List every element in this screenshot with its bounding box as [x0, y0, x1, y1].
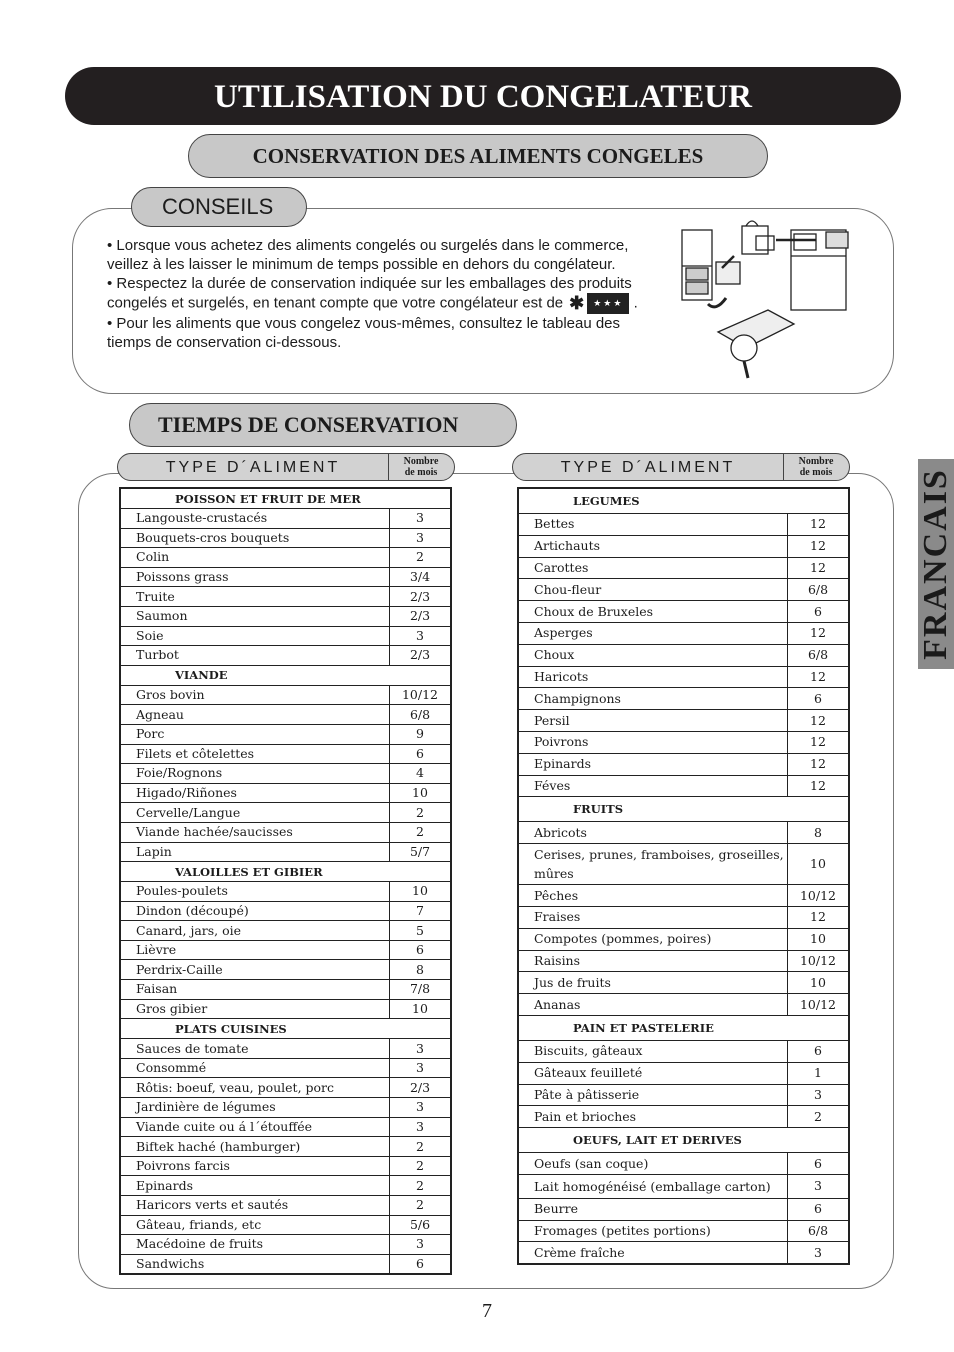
- months-value: 10: [788, 844, 850, 885]
- food-name: Pain et brioches: [518, 1106, 788, 1128]
- food-name: Féves: [518, 775, 788, 797]
- months-value: 6: [788, 1198, 850, 1220]
- months-value: 5/7: [390, 842, 452, 862]
- table-row: [120, 960, 451, 980]
- food-name: Carottes: [518, 557, 788, 579]
- table-row: [120, 822, 451, 842]
- table-row: [120, 705, 451, 725]
- months-value: 2: [390, 822, 452, 842]
- table-row: [518, 688, 849, 710]
- food-name: Epinards: [120, 1176, 390, 1196]
- food-name: Oeufs (san coque): [518, 1153, 788, 1175]
- food-name: Abricots: [518, 822, 788, 844]
- left-conservation-table: [119, 487, 452, 1275]
- table-row: [120, 940, 451, 960]
- months-value: 12: [788, 557, 850, 579]
- table-row: [120, 646, 451, 666]
- table-row: [120, 1137, 451, 1157]
- three-star-icon: ★★★: [587, 293, 629, 314]
- table-row: [518, 994, 849, 1016]
- months-value: 2: [390, 1196, 452, 1216]
- food-name: Compotes (pommes, poires): [518, 928, 788, 950]
- months-value: 8: [788, 822, 850, 844]
- food-name: Chou-fleur: [518, 579, 788, 601]
- table-row: [120, 626, 451, 646]
- table-row: [518, 972, 849, 994]
- freezer-star-rating-icon: [569, 293, 629, 314]
- table-row: [120, 587, 451, 607]
- months-value: 5/6: [390, 1215, 452, 1235]
- table-row: [120, 1098, 451, 1118]
- food-name: Lait homogénéisé (emballage carton): [518, 1174, 788, 1198]
- table-row: [518, 1084, 849, 1106]
- food-name: Faisan: [120, 980, 390, 1000]
- food-name: Pâte à pâtisserie: [518, 1084, 788, 1106]
- category-row: [120, 665, 451, 685]
- months-value: 4: [390, 764, 452, 784]
- category-label: FRUITS: [518, 797, 849, 822]
- food-name: Perdrix-Caille: [120, 960, 390, 980]
- food-name: Gros gibier: [120, 999, 390, 1019]
- table-row: [120, 1156, 451, 1176]
- months-value: 6: [788, 601, 850, 623]
- table-row: [120, 567, 451, 587]
- food-name: Gâteaux feuilleté: [518, 1062, 788, 1084]
- months-value: 2: [390, 1156, 452, 1176]
- table-row: [518, 775, 849, 797]
- food-name: Higado/Riñones: [120, 783, 390, 803]
- months-value: 2: [788, 1106, 850, 1128]
- table-row: [120, 744, 451, 764]
- food-name: Cerises, prunes, framboises, groseilles, mûres: [518, 844, 788, 885]
- months-value: 3: [390, 509, 452, 529]
- category-label: PAIN ET PASTELERIE: [518, 1015, 849, 1040]
- nombre-de-mois-label: Nombre de mois: [798, 456, 834, 478]
- months-value: 10/12: [788, 950, 850, 972]
- table-row: [120, 1176, 451, 1196]
- food-name: Macédoine de fruits: [120, 1235, 390, 1255]
- table-row: [518, 622, 849, 644]
- months-value: 2: [390, 1176, 452, 1196]
- months-value: 12: [788, 753, 850, 775]
- food-name: Haricors verts et sautés: [120, 1196, 390, 1216]
- months-value: 10/12: [788, 885, 850, 907]
- category-label: LEGUMES: [518, 488, 849, 514]
- table-row: [120, 1039, 451, 1059]
- table-row: [120, 921, 451, 941]
- months-value: 12: [788, 775, 850, 797]
- food-name: Soie: [120, 626, 390, 646]
- food-name: Filets et côtelettes: [120, 744, 390, 764]
- food-name: Cervelle/Langue: [120, 803, 390, 823]
- left-column-header: [117, 453, 455, 481]
- months-value: 6/8: [788, 579, 850, 601]
- table-row: [120, 724, 451, 744]
- months-value: 10/12: [390, 685, 452, 705]
- months-value: 6/8: [788, 1220, 850, 1242]
- table-row: [120, 1215, 451, 1235]
- category-row: [518, 1015, 849, 1040]
- table-row: [518, 514, 849, 536]
- table-row: [120, 1196, 451, 1216]
- table-row: [120, 1078, 451, 1098]
- table-row: [518, 906, 849, 928]
- food-name: Rôtis: boeuf, veau, poulet, porc: [120, 1078, 390, 1098]
- food-name: Beurre: [518, 1198, 788, 1220]
- months-value: 10/12: [788, 994, 850, 1016]
- food-name: Biftek haché (hamburger): [120, 1137, 390, 1157]
- months-value: 10: [390, 783, 452, 803]
- table-row: [518, 885, 849, 907]
- category-row: [120, 488, 451, 509]
- food-name: Fraises: [518, 906, 788, 928]
- months-value: 3: [788, 1084, 850, 1106]
- table-row: [518, 579, 849, 601]
- months-value: 2/3: [390, 587, 452, 607]
- food-name: Viande cuite ou á l´étouffée: [120, 1117, 390, 1137]
- table-row: [518, 822, 849, 844]
- food-name: Asperges: [518, 622, 788, 644]
- category-row: [518, 1128, 849, 1153]
- table-row: [120, 685, 451, 705]
- table-row: [120, 1117, 451, 1137]
- months-value: 9: [390, 724, 452, 744]
- months-value: 2: [390, 803, 452, 823]
- tip-3: • Pour les aliments que vous congelez vous-mêmes, consultez le tableau des tiemps de conservation ci-dessous.: [107, 315, 621, 351]
- food-name: Choux: [518, 644, 788, 666]
- food-name: Bouquets-cros bouquets: [120, 528, 390, 548]
- food-name: Fromages (petites portions): [518, 1220, 788, 1242]
- months-value: 6: [788, 688, 850, 710]
- months-value: 3: [390, 626, 452, 646]
- months-value: 3: [788, 1242, 850, 1264]
- category-row: [518, 488, 849, 514]
- freezer-illustration-icon: [676, 214, 866, 384]
- category-label: PLATS CUISINES: [120, 1019, 451, 1039]
- big-star-icon: ✱: [569, 293, 585, 313]
- conseils-heading: CONSEILS: [131, 187, 307, 227]
- nombre-de-mois-label: Nombre de mois: [403, 456, 439, 478]
- months-value: 10: [788, 928, 850, 950]
- food-name: Truite: [120, 587, 390, 607]
- table-row: [518, 1040, 849, 1062]
- food-name: Pêches: [518, 885, 788, 907]
- months-value: 3: [390, 1058, 452, 1078]
- months-value: 8: [390, 960, 452, 980]
- food-name: Agneau: [120, 705, 390, 725]
- table-row: [518, 666, 849, 688]
- table-row: [518, 950, 849, 972]
- page-number: 7: [482, 1300, 492, 1322]
- food-name: Jus de fruits: [518, 972, 788, 994]
- food-name: Bettes: [518, 514, 788, 536]
- table-row: [518, 844, 849, 885]
- months-value: 5: [390, 921, 452, 941]
- months-value: 6: [390, 1254, 452, 1274]
- months-value: 12: [788, 731, 850, 753]
- food-name: Dindon (découpé): [120, 901, 390, 921]
- table-row: [120, 999, 451, 1019]
- food-name: Colin: [120, 548, 390, 568]
- table-row: [120, 980, 451, 1000]
- food-name: Sandwichs: [120, 1254, 390, 1274]
- food-name: Jardinière de légumes: [120, 1098, 390, 1118]
- category-row: [120, 1019, 451, 1039]
- food-name: Crème fraîche: [518, 1242, 788, 1264]
- right-conservation-table: [517, 487, 850, 1265]
- months-value: 3/4: [390, 567, 452, 587]
- months-value: 2: [390, 548, 452, 568]
- food-name: Sauces de tomate: [120, 1039, 390, 1059]
- months-value: 3: [390, 1235, 452, 1255]
- table-row: [518, 710, 849, 732]
- months-value: 12: [788, 666, 850, 688]
- table-row: [120, 783, 451, 803]
- months-value: 2/3: [390, 1078, 452, 1098]
- tip-2: [107, 274, 647, 314]
- months-value: 10: [788, 972, 850, 994]
- food-name: Gros bovin: [120, 685, 390, 705]
- tip-2-text: • Respectez la durée de conservation indiquée sur les emballages des produits congelés et surgelés, en tenant compte que votre congélateur est de: [107, 275, 632, 312]
- table-row: [120, 882, 451, 902]
- tip-2-end: .: [633, 294, 638, 312]
- food-name: Biscuits, gâteaux: [518, 1040, 788, 1062]
- table-row: [518, 535, 849, 557]
- food-name: Lièvre: [120, 940, 390, 960]
- table-row: [120, 803, 451, 823]
- tip-1: • Lorsque vous achetez des aliments congelés ou surgelés dans le commerce, veillez à les laisser le minimum de temps possible en dehors du congélateur.: [107, 237, 629, 273]
- months-value: 10: [390, 882, 452, 902]
- food-name: Saumon: [120, 606, 390, 626]
- table-row: [518, 1153, 849, 1175]
- food-name: Epinards: [518, 753, 788, 775]
- table-row: [518, 1174, 849, 1198]
- food-name: Turbot: [120, 646, 390, 666]
- months-value: 6: [390, 744, 452, 764]
- months-value: 10: [390, 999, 452, 1019]
- table-row: [120, 1058, 451, 1078]
- section-subtitle: CONSERVATION DES ALIMENTS CONGELES: [188, 134, 768, 178]
- food-name: Porc: [120, 724, 390, 744]
- months-value: 3: [390, 1117, 452, 1137]
- food-name: Canard, jars, oie: [120, 921, 390, 941]
- table-row: [518, 1198, 849, 1220]
- page-title: UTILISATION DU CONGELATEUR: [65, 67, 901, 125]
- category-label: VIANDE: [120, 665, 451, 685]
- months-value: 12: [788, 906, 850, 928]
- food-name: Consommé: [120, 1058, 390, 1078]
- months-value: 6: [390, 940, 452, 960]
- months-value: 2/3: [390, 646, 452, 666]
- table-row: [120, 528, 451, 548]
- table-row: [120, 901, 451, 921]
- table-row: [518, 1220, 849, 1242]
- type-aliment-label: TYPE D´ALIMENT: [560, 459, 736, 476]
- food-name: Artichauts: [518, 535, 788, 557]
- food-name: Lapin: [120, 842, 390, 862]
- table-row: [120, 1254, 451, 1274]
- months-value: 3: [788, 1174, 850, 1198]
- conseils-tips: [107, 236, 647, 352]
- table-row: [518, 644, 849, 666]
- months-value: 6: [788, 1153, 850, 1175]
- table-row: [518, 1106, 849, 1128]
- food-name: Champignons: [518, 688, 788, 710]
- tiempos-heading: TIEMPS DE CONSERVATION: [129, 403, 517, 447]
- food-name: Gâteau, friands, etc: [120, 1215, 390, 1235]
- table-row: [120, 842, 451, 862]
- category-row: [518, 797, 849, 822]
- food-name: Ananas: [518, 994, 788, 1016]
- months-value: 1: [788, 1062, 850, 1084]
- months-value: 12: [788, 514, 850, 536]
- category-label: OEUFS, LAIT ET DERIVES: [518, 1128, 849, 1153]
- months-value: 12: [788, 535, 850, 557]
- months-value: 3: [390, 1039, 452, 1059]
- months-value: 3: [390, 1098, 452, 1118]
- months-value: 6/8: [788, 644, 850, 666]
- category-label: POISSON ET FRUIT DE MER: [120, 488, 451, 509]
- months-value: 12: [788, 622, 850, 644]
- food-name: Poules-poulets: [120, 882, 390, 902]
- food-name: Viande hachée/saucisses: [120, 822, 390, 842]
- table-row: [518, 928, 849, 950]
- table-row: [120, 548, 451, 568]
- food-name: Poivrons farcis: [120, 1156, 390, 1176]
- right-column-header: [512, 453, 850, 481]
- category-row: [120, 862, 451, 882]
- months-value: 3: [390, 528, 452, 548]
- food-name: Persil: [518, 710, 788, 732]
- food-name: Poivrons: [518, 731, 788, 753]
- table-row: [518, 731, 849, 753]
- food-name: Choux de Bruxeles: [518, 601, 788, 623]
- table-row: [518, 753, 849, 775]
- food-name: Raisins: [518, 950, 788, 972]
- table-row: [518, 1242, 849, 1264]
- months-value: 6: [788, 1040, 850, 1062]
- table-row: [120, 606, 451, 626]
- food-name: Foie/Rognons: [120, 764, 390, 784]
- food-name: Poissons grass: [120, 567, 390, 587]
- food-name: Langouste-crustacés: [120, 509, 390, 529]
- table-row: [120, 764, 451, 784]
- months-value: 6/8: [390, 705, 452, 725]
- months-value: 12: [788, 710, 850, 732]
- months-value: 7/8: [390, 980, 452, 1000]
- table-row: [120, 509, 451, 529]
- months-value: 7: [390, 901, 452, 921]
- food-name: Haricots: [518, 666, 788, 688]
- category-label: VALOILLES ET GIBIER: [120, 862, 451, 882]
- months-value: 2/3: [390, 606, 452, 626]
- type-aliment-label: TYPE D´ALIMENT: [165, 459, 341, 476]
- table-row: [518, 1062, 849, 1084]
- table-row: [120, 1235, 451, 1255]
- months-value: 2: [390, 1137, 452, 1157]
- language-tab: FRANCAIS: [918, 459, 954, 669]
- table-row: [518, 601, 849, 623]
- table-row: [518, 557, 849, 579]
